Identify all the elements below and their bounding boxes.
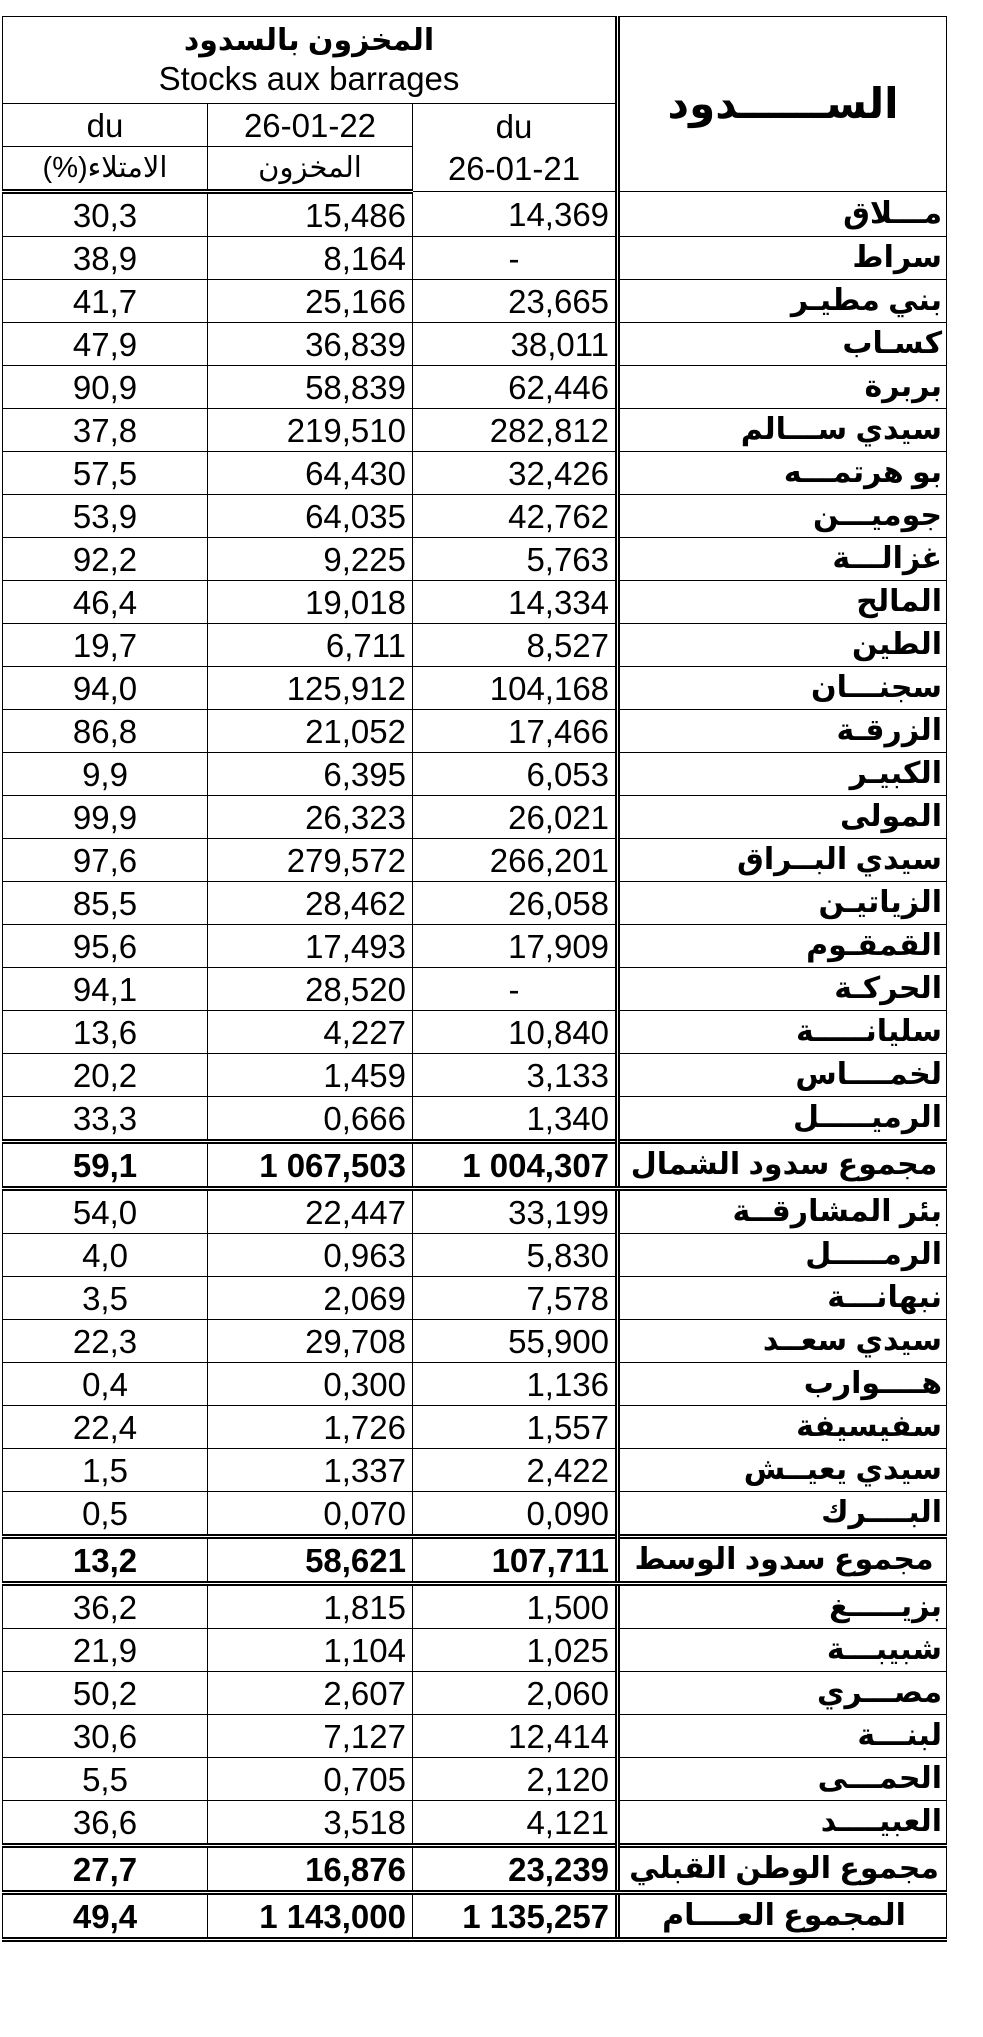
stock-current-cell: 28,520 <box>208 968 413 1011</box>
dam-name-cell: المولى <box>618 796 947 839</box>
stock-previous-cell: 2,422 <box>413 1449 618 1492</box>
dam-name-cell: بربرة <box>618 366 947 409</box>
dam-name-cell: مجموع سدود الشمال <box>618 1142 947 1189</box>
dam-row <box>3 581 947 624</box>
stock-previous-cell: 14,334 <box>413 581 618 624</box>
stock-current-cell: 6,395 <box>208 753 413 796</box>
stock-previous-cell: 0,090 <box>413 1492 618 1537</box>
stock-current-cell: 8,164 <box>208 237 413 280</box>
grand-total-row <box>3 1893 947 1940</box>
dam-row <box>3 667 947 710</box>
dam-name-cell: القمقـوم <box>618 925 947 968</box>
stock-previous-cell: 5,763 <box>413 538 618 581</box>
dams-column-header: الســــــدود <box>618 17 947 192</box>
stock-previous-cell: 2,060 <box>413 1672 618 1715</box>
table-body <box>3 17 947 1940</box>
fill-percent-cell: 38,9 <box>3 237 208 280</box>
stock-current-cell: 2,607 <box>208 1672 413 1715</box>
fill-percent-cell: 92,2 <box>3 538 208 581</box>
dam-name-cell: سيدي البــراق <box>618 839 947 882</box>
stock-current-cell: 7,127 <box>208 1715 413 1758</box>
dam-row <box>3 452 947 495</box>
stock-previous-cell: 55,900 <box>413 1320 618 1363</box>
dam-row <box>3 1449 947 1492</box>
stock-previous-cell: 23,239 <box>413 1846 618 1893</box>
dam-row <box>3 882 947 925</box>
stock-previous-cell: - <box>413 237 618 280</box>
stock-current-cell: 64,035 <box>208 495 413 538</box>
dam-name-cell: الرمـــــل <box>618 1234 947 1277</box>
fill-percent-cell: 97,6 <box>3 839 208 882</box>
stock-previous-cell: 1,025 <box>413 1629 618 1672</box>
dam-name-cell: مجموع الوطن القبلي <box>618 1846 947 1893</box>
dam-row <box>3 710 947 753</box>
fill-percent-cell: 37,8 <box>3 409 208 452</box>
stock-previous-cell: 12,414 <box>413 1715 618 1758</box>
stock-previous-cell: 2,120 <box>413 1758 618 1801</box>
stock-title-ar: المخزون بالسدود <box>183 23 435 57</box>
fill-percent-cell: 53,9 <box>3 495 208 538</box>
dam-row <box>3 538 947 581</box>
dam-name-cell: سفيسيفة <box>618 1406 947 1449</box>
dam-row <box>3 968 947 1011</box>
fill-percent-cell: 36,6 <box>3 1801 208 1846</box>
stock-previous-cell: 3,133 <box>413 1054 618 1097</box>
fill-percent-cell: 1,5 <box>3 1449 208 1492</box>
stock-current-cell: 9,225 <box>208 538 413 581</box>
dam-name-cell: الزرقـة <box>618 710 947 753</box>
dam-name-cell: سيدي يعيــش <box>618 1449 947 1492</box>
dam-row <box>3 1054 947 1097</box>
stock-current-cell: 58,621 <box>208 1537 413 1584</box>
dam-row <box>3 1629 947 1672</box>
region-total-row <box>3 1537 947 1584</box>
dam-name-cell: سجنـــان <box>618 667 947 710</box>
header-du-1: du <box>3 104 208 147</box>
dam-row <box>3 1363 947 1406</box>
dam-name-cell: سليانـــــة <box>618 1011 947 1054</box>
dam-row <box>3 1277 947 1320</box>
stock-current-cell: 36,839 <box>208 323 413 366</box>
dam-row <box>3 409 947 452</box>
dam-row <box>3 1492 947 1537</box>
dam-name-cell: مصـــري <box>618 1672 947 1715</box>
fill-percent-cell: 49,4 <box>3 1893 208 1940</box>
dam-name-cell: شبيبـــة <box>618 1629 947 1672</box>
fill-percent-cell: 27,7 <box>3 1846 208 1893</box>
dam-row <box>3 495 947 538</box>
fill-percent-cell: 86,8 <box>3 710 208 753</box>
dam-row <box>3 1011 947 1054</box>
stock-previous-cell: 14,369 <box>413 192 618 237</box>
stock-current-cell: 16,876 <box>208 1846 413 1893</box>
dam-name-cell: العبيــــد <box>618 1801 947 1846</box>
stock-previous-cell: 1,500 <box>413 1584 618 1629</box>
dam-row <box>3 1406 947 1449</box>
dam-name-cell: الطين <box>618 624 947 667</box>
stock-current-cell: 2,069 <box>208 1277 413 1320</box>
fill-percent-cell: 30,6 <box>3 1715 208 1758</box>
stock-previous-cell: 26,058 <box>413 882 618 925</box>
dam-row <box>3 839 947 882</box>
fill-percent-cell: 59,1 <box>3 1142 208 1189</box>
stock-current-cell: 0,705 <box>208 1758 413 1801</box>
stock-current-cell: 58,839 <box>208 366 413 409</box>
stock-title-fr: Stocks aux barrages <box>158 59 460 97</box>
dam-name-cell: الحمـــى <box>618 1758 947 1801</box>
dam-name-cell: الحركـة <box>618 968 947 1011</box>
dam-name-cell: نبهانـــة <box>618 1277 947 1320</box>
stock-current-cell: 0,300 <box>208 1363 413 1406</box>
fill-percent-cell: 20,2 <box>3 1054 208 1097</box>
stock-previous-cell: 1,557 <box>413 1406 618 1449</box>
stock-previous-cell: 1,136 <box>413 1363 618 1406</box>
dam-row <box>3 925 947 968</box>
stock-previous-cell: 33,199 <box>413 1189 618 1234</box>
dam-name-cell: هــــوارب <box>618 1363 947 1406</box>
dam-name-cell: سراط <box>618 237 947 280</box>
stock-current-cell: 15,486 <box>208 192 413 237</box>
stock-current-cell: 1,459 <box>208 1054 413 1097</box>
stock-current-cell: 0,070 <box>208 1492 413 1537</box>
stock-current-cell: 3,518 <box>208 1801 413 1846</box>
stock-current-cell: 19,018 <box>208 581 413 624</box>
fill-percent-cell: 95,6 <box>3 925 208 968</box>
header-prev-date-cell <box>413 104 618 192</box>
fill-percent-cell: 21,9 <box>3 1629 208 1672</box>
dam-row <box>3 1801 947 1846</box>
region-total-row <box>3 1142 947 1189</box>
stock-previous-cell: 1,340 <box>413 1097 618 1142</box>
stock-previous-cell: 26,021 <box>413 796 618 839</box>
dam-name-cell: الكبيـر <box>618 753 947 796</box>
dam-name-cell: البــــرك <box>618 1492 947 1537</box>
stock-previous-cell: 17,466 <box>413 710 618 753</box>
stock-current-cell: 21,052 <box>208 710 413 753</box>
stock-current-cell: 1,337 <box>208 1449 413 1492</box>
dam-name-cell: المالح <box>618 581 947 624</box>
fill-percent-cell: 36,2 <box>3 1584 208 1629</box>
stock-current-cell: 0,963 <box>208 1234 413 1277</box>
header-date-current: 26-01-22 <box>208 104 413 147</box>
dam-row <box>3 1584 947 1629</box>
stock-previous-cell: 282,812 <box>413 409 618 452</box>
fill-percent-cell: 57,5 <box>3 452 208 495</box>
dam-row <box>3 192 947 237</box>
stock-current-cell: 1 143,000 <box>208 1893 413 1940</box>
dam-name-cell: كسـاب <box>618 323 947 366</box>
dam-stocks-table <box>2 16 947 1942</box>
stock-previous-cell: 10,840 <box>413 1011 618 1054</box>
dam-row <box>3 1097 947 1142</box>
stock-previous-cell: 104,168 <box>413 667 618 710</box>
fill-percent-cell: 0,5 <box>3 1492 208 1537</box>
header-fill-percent: الامتلاء(%) <box>3 147 208 192</box>
stock-current-cell: 64,430 <box>208 452 413 495</box>
fill-percent-cell: 41,7 <box>3 280 208 323</box>
stock-current-cell: 6,711 <box>208 624 413 667</box>
fill-percent-cell: 54,0 <box>3 1189 208 1234</box>
fill-percent-cell: 94,0 <box>3 667 208 710</box>
fill-percent-cell: 46,4 <box>3 581 208 624</box>
fill-percent-cell: 33,3 <box>3 1097 208 1142</box>
stock-previous-cell: 266,201 <box>413 839 618 882</box>
dam-name-cell: لبنـــة <box>618 1715 947 1758</box>
dam-name-cell: جوميـــن <box>618 495 947 538</box>
dam-name-cell: سيدي سعــد <box>618 1320 947 1363</box>
stock-current-cell: 22,447 <box>208 1189 413 1234</box>
stock-current-cell: 1,726 <box>208 1406 413 1449</box>
fill-percent-cell: 50,2 <box>3 1672 208 1715</box>
stock-title-cell <box>3 17 618 104</box>
stock-previous-cell: 107,711 <box>413 1537 618 1584</box>
fill-percent-cell: 19,7 <box>3 624 208 667</box>
stock-previous-cell: 62,446 <box>413 366 618 409</box>
dam-name-cell: مجموع سدود الوسط <box>618 1537 947 1584</box>
dam-row <box>3 796 947 839</box>
stock-previous-cell: 32,426 <box>413 452 618 495</box>
fill-percent-cell: 13,2 <box>3 1537 208 1584</box>
stock-previous-cell: 1 004,307 <box>413 1142 618 1189</box>
header-row-titles <box>3 17 947 104</box>
dam-row <box>3 753 947 796</box>
stock-current-cell: 125,912 <box>208 667 413 710</box>
stock-current-cell: 28,462 <box>208 882 413 925</box>
dam-row <box>3 1234 947 1277</box>
dam-name-cell: بني مطيـر <box>618 280 947 323</box>
dam-name-cell: الرميـــــل <box>618 1097 947 1142</box>
stock-current-cell: 279,572 <box>208 839 413 882</box>
stock-previous-cell: 8,527 <box>413 624 618 667</box>
fill-percent-cell: 0,4 <box>3 1363 208 1406</box>
dam-row <box>3 1189 947 1234</box>
stock-previous-cell: 4,121 <box>413 1801 618 1846</box>
dam-row <box>3 624 947 667</box>
stock-current-cell: 1 067,503 <box>208 1142 413 1189</box>
fill-percent-cell: 30,3 <box>3 192 208 237</box>
dam-row <box>3 1715 947 1758</box>
fill-percent-cell: 22,4 <box>3 1406 208 1449</box>
fill-percent-cell: 3,5 <box>3 1277 208 1320</box>
dam-name-cell: الزياتيـن <box>618 882 947 925</box>
stock-previous-cell: 6,053 <box>413 753 618 796</box>
stock-previous-cell: 38,011 <box>413 323 618 366</box>
dam-row <box>3 366 947 409</box>
stock-previous-cell: 23,665 <box>413 280 618 323</box>
header-date-previous: 26-01-21 <box>447 149 581 187</box>
fill-percent-cell: 13,6 <box>3 1011 208 1054</box>
dam-row <box>3 280 947 323</box>
dam-name-cell: لخمــــاس <box>618 1054 947 1097</box>
fill-percent-cell: 94,1 <box>3 968 208 1011</box>
dam-name-cell: غزالـــة <box>618 538 947 581</box>
stock-previous-cell: 17,909 <box>413 925 618 968</box>
fill-percent-cell: 90,9 <box>3 366 208 409</box>
fill-percent-cell: 85,5 <box>3 882 208 925</box>
fill-percent-cell: 9,9 <box>3 753 208 796</box>
stock-current-cell: 1,815 <box>208 1584 413 1629</box>
stock-current-cell: 29,708 <box>208 1320 413 1363</box>
fill-percent-cell: 47,9 <box>3 323 208 366</box>
dam-name-cell: مـــلاق <box>618 192 947 237</box>
stock-current-cell: 4,227 <box>208 1011 413 1054</box>
dam-name-cell: بو هرتمـــه <box>618 452 947 495</box>
fill-percent-cell: 99,9 <box>3 796 208 839</box>
dam-name-cell: سيدي ســـالم <box>618 409 947 452</box>
dam-row <box>3 1672 947 1715</box>
region-total-row <box>3 1846 947 1893</box>
dam-row <box>3 1758 947 1801</box>
dam-name-cell: المجموع العــــام <box>618 1893 947 1940</box>
stock-previous-cell: 1 135,257 <box>413 1893 618 1940</box>
dam-row <box>3 1320 947 1363</box>
stock-current-cell: 0,666 <box>208 1097 413 1142</box>
fill-percent-cell: 4,0 <box>3 1234 208 1277</box>
stock-current-cell: 26,323 <box>208 796 413 839</box>
stock-current-cell: 1,104 <box>208 1629 413 1672</box>
dam-name-cell: بزيـــــغ <box>618 1584 947 1629</box>
stock-previous-cell: - <box>413 968 618 1011</box>
stock-previous-cell: 42,762 <box>413 495 618 538</box>
stock-current-cell: 25,166 <box>208 280 413 323</box>
stock-previous-cell: 7,578 <box>413 1277 618 1320</box>
dam-row <box>3 237 947 280</box>
header-stock-label: المخزون <box>208 147 413 192</box>
fill-percent-cell: 5,5 <box>3 1758 208 1801</box>
dam-name-cell: بئر المشارقــة <box>618 1189 947 1234</box>
dam-row <box>3 323 947 366</box>
header-du-2: du <box>495 108 533 146</box>
stock-previous-cell: 5,830 <box>413 1234 618 1277</box>
fill-percent-cell: 22,3 <box>3 1320 208 1363</box>
stock-current-cell: 219,510 <box>208 409 413 452</box>
stock-current-cell: 17,493 <box>208 925 413 968</box>
